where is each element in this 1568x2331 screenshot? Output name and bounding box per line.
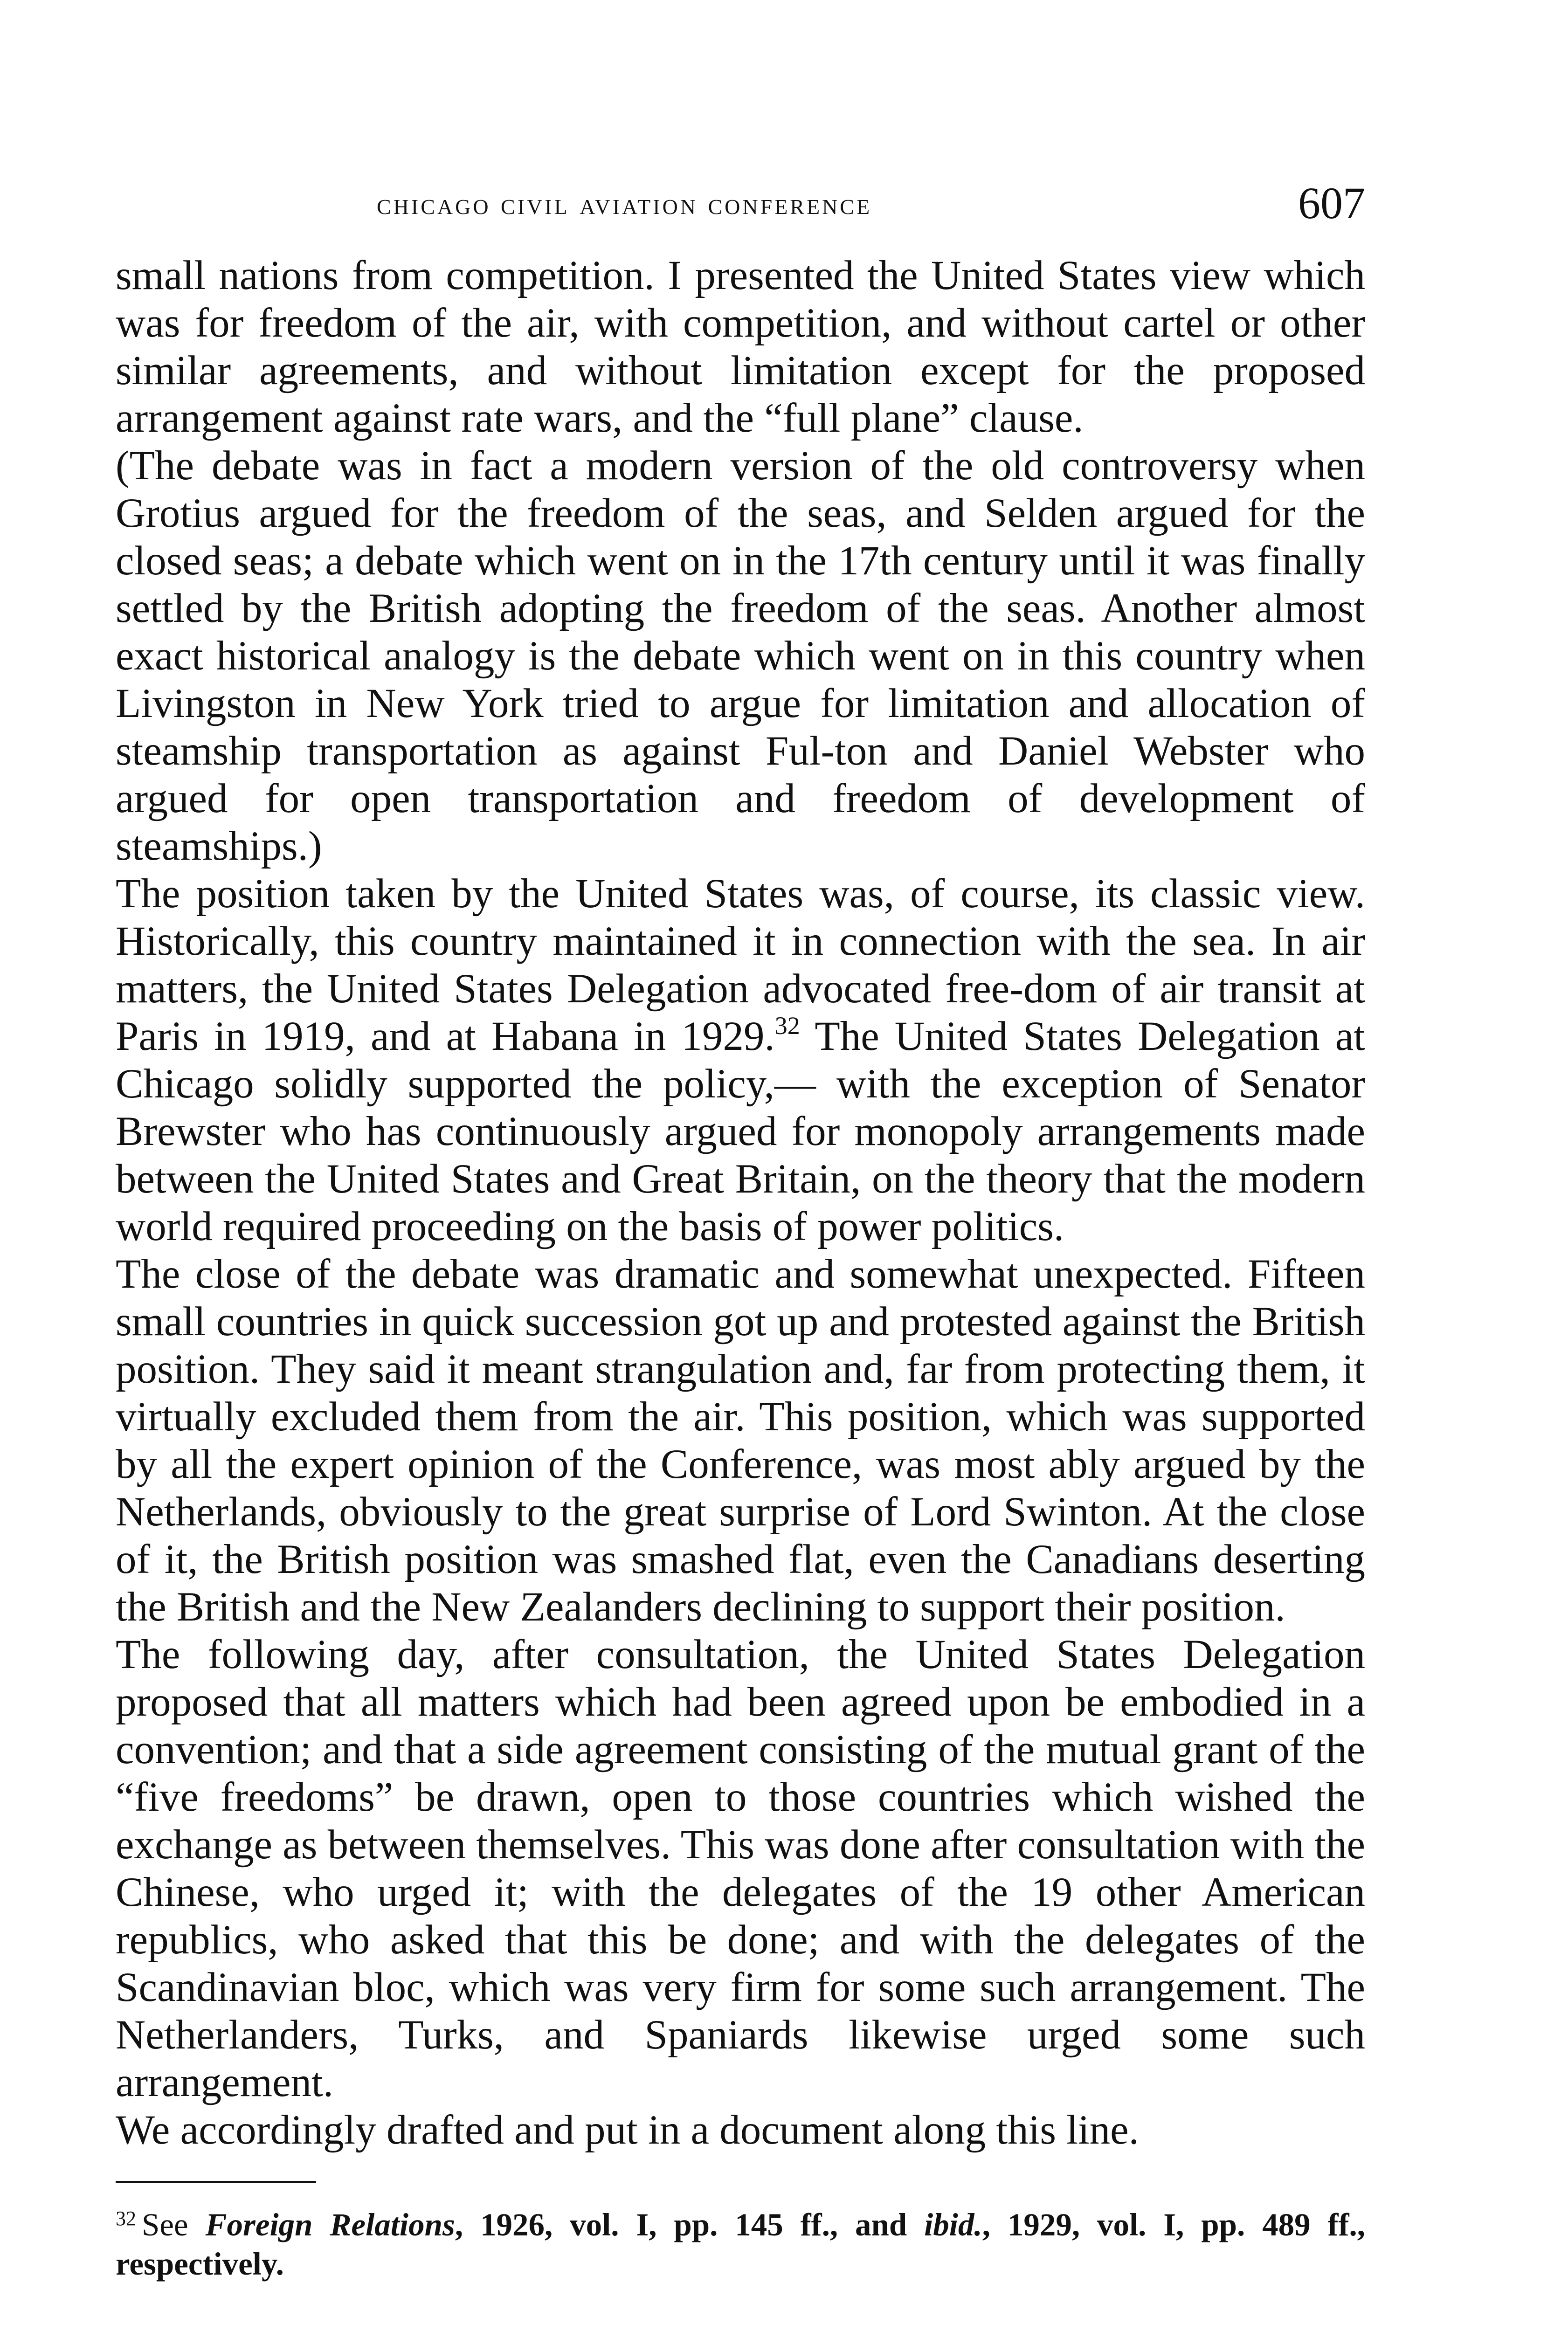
paragraph-3 (116, 870, 1365, 1250)
footnote-title-1: Foreign Relations (205, 2207, 455, 2242)
footnote-title-2: ibid. (924, 2207, 982, 2242)
footnote (116, 2199, 1365, 2283)
paragraph-3-text-before-ref: The position taken by the United States was, of course, its classic view. Historically, this country maintained it in connection with the sea. In air matters, the United States Delegation advocated free-dom of air transit at Paris in 1919, and at Habana in 1929. (116, 871, 1365, 1059)
footnote-see: See (142, 2207, 206, 2242)
body-text (116, 252, 1365, 2154)
footnote-reference: 32 (774, 1012, 800, 1040)
paragraph-6: We accordingly drafted and put in a document along this line. (116, 2107, 1139, 2153)
paragraph-5: The following day, after consultation, the United States Delegation proposed that all matters which had been agreed upon be embodied in a convention; and that a side agreement consisting of the mutual grant of the “five freedoms” be drawn, open to those countries which wished the exchange as between themselves. This was done after consultation with the Chinese, who urged it; with the delegates of the 19 other American republics, who asked that this be done; and with the delegates of the Scandinavian bloc, which was very firm for some such arrangement. The Netherlanders, Turks, and Spaniards likewise urged some such arrangement. (116, 1632, 1365, 2105)
paragraph-1: small nations from competition. I presented the United States view which was for freedom of the air, with competition, and without cartel or other similar agreements, and without limitation except for the proposed arrangement against rate wars, and the “full plane” clause. (116, 253, 1365, 441)
running-head: chicago civil aviation conference (377, 187, 872, 221)
footnote-part-2: , 1929, vol. I, pp. 489 ff., respectively. (116, 2207, 1365, 2282)
document-page (116, 177, 1365, 2283)
footnote-divider (116, 2181, 316, 2183)
footnote-part-1: , 1926, vol. I, pp. 145 ff., and (455, 2207, 925, 2242)
paragraph-3-text-after-ref: The United States Delegation at Chicago solidly supported the policy,— with the exception of Senator Brewster who has continuously argued for monopoly arrangements made between the United States and Great Britain, on the theory that the modern world required proceeding on the basis of power politics. (116, 1014, 1365, 1249)
footnote-number: 32 (116, 2207, 136, 2230)
page-number: 607 (1298, 178, 1365, 228)
page-header (116, 177, 1365, 233)
paragraph-4: The close of the debate was dramatic and somewhat unexpected. Fifteen small countries in quick succession got up and protested against the British position. They said it meant strangulation and, far from protecting them, it virtually excluded them from the air. This position, which was supported by all the expert opinion of the Conference, was most ably argued by the Netherlands, obviously to the great surprise of Lord Swinton. At the close of it, the British position was smashed flat, even the Canadians deserting the British and the New Zealanders declining to support their position. (116, 1251, 1365, 1630)
paragraph-2: (The debate was in fact a modern version of the old controversy when Grotius argued for the freedom of the seas, and Selden argued for the closed seas; a debate which went on in the 17th century until it was finally settled by the British adopting the freedom of the seas. Another almost exact historical analogy is the debate which went on in this country when Livingston in New York tried to argue for limitation and allocation of steamship transportation as against Ful-ton and Daniel Webster who argued for open transportation and freedom of development of steamships.) (116, 443, 1365, 869)
